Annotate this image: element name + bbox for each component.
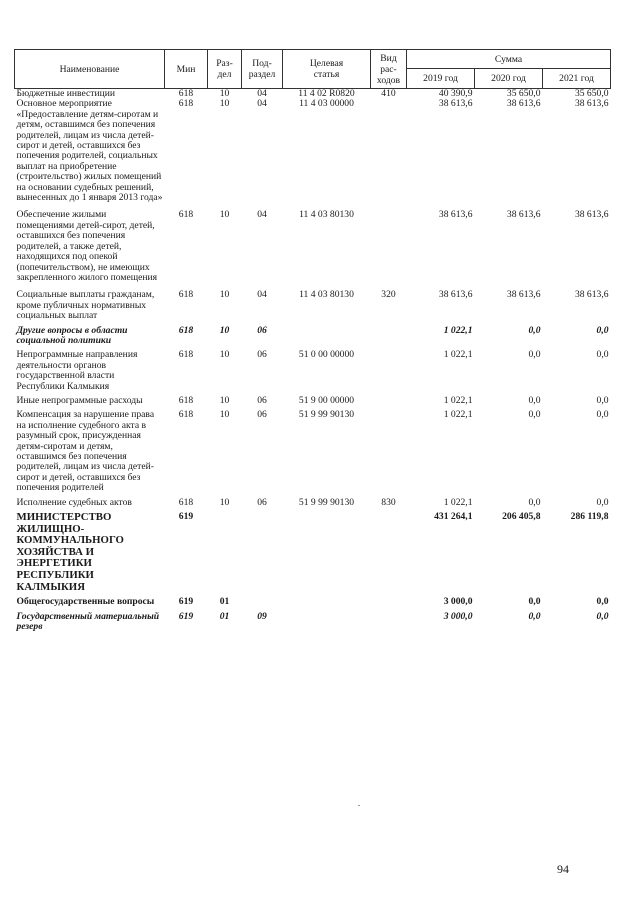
table-row <box>15 508 611 593</box>
row-min: 618 <box>165 89 208 100</box>
row-sum-2019: 3 000,0 <box>443 610 473 622</box>
row-vid: 410 <box>371 89 407 100</box>
row-sum-2021: 38 613,6 <box>574 289 609 301</box>
row-vid: 830 <box>381 496 396 508</box>
row-celevaya: 51 0 00 00000 <box>298 349 355 361</box>
row-sum-2020: 206 405,8 <box>502 511 541 523</box>
page-number: 94 <box>557 862 569 876</box>
table-row <box>15 346 611 392</box>
row-min: 618 <box>178 289 194 301</box>
row-sum-2019: 38 613,6 <box>438 209 473 221</box>
header-podrazdel-label: Под- раздел <box>248 58 276 80</box>
row-min: 618 <box>178 496 194 508</box>
row-sum-2020: 0,0 <box>528 394 541 406</box>
row-podrazdel <box>242 593 283 607</box>
row-name: Общегосударственные вопросы <box>16 596 155 608</box>
row-min: 618 <box>178 394 194 406</box>
row-podrazdel: 06 <box>257 324 267 336</box>
row-razdel: 10 <box>208 89 242 100</box>
row-podrazdel <box>242 508 283 593</box>
row-sum-2021: 0,0 <box>596 596 609 608</box>
row-podrazdel: 04 <box>257 98 267 110</box>
row-vid <box>371 203 407 283</box>
row-name: Обеспечение жилыми помещениями детей-сирот, детей, оставшихся без попечения родителей, а также детей, находящихся под опекой (попечительством), не имеющих закрепленного жилого помещения <box>16 209 158 283</box>
row-sum-2019: 3 000,0 <box>443 596 473 608</box>
row-min: 619 <box>178 596 194 608</box>
row-name: Компенсация за нарушение права на исполнение судебного акта в разумный срок, присужденная детям-сиротам и детям, оставшимся без попечения родителей, лицам из числа детей-сирот и детей, оставшихся без попечения родителей <box>16 409 155 494</box>
row-sum-2019: 1 022,1 <box>443 496 473 508</box>
row-min: 618 <box>178 209 194 221</box>
row-min: 618 <box>178 409 194 421</box>
row-sum-2021: 38 613,6 <box>574 209 609 221</box>
row-vid <box>371 322 407 347</box>
row-name: Основное мероприятие «Предоставление детям-сиротам и детям, оставшимся без попечения родителей, лицам из числа детей-сирот и детей, оставшихся без попечения родителей, социальных выплат на приобретение (строительство) жилых помещений на основании судебных решений, вынесенных до 1 января 2013 года» <box>16 98 163 204</box>
row-sum-2019: 38 613,6 <box>438 289 473 301</box>
row-min: 618 <box>178 98 194 110</box>
row-razdel: 10 <box>219 289 230 301</box>
header-celevaya-label: Целевая статья <box>309 58 344 80</box>
row-sum-2021: 0,0 <box>596 409 609 421</box>
row-podrazdel: 04 <box>257 289 267 301</box>
row-vid <box>371 346 407 392</box>
row-sum-2020: 0,0 <box>528 409 541 421</box>
row-sum-2021: 0,0 <box>596 496 609 508</box>
row-razdel: 10 <box>219 324 230 336</box>
row-sum-2020: 0,0 <box>528 496 541 508</box>
row-name: Социальные выплаты гражданам, кроме публичных нормативных социальных выплат <box>16 289 155 322</box>
row-name: Непрограммные направления деятельности органов государственной власти Республики Калмыкия <box>16 349 138 392</box>
row-min: 619 <box>178 511 194 523</box>
row-podrazdel: 06 <box>257 496 267 508</box>
row-razdel: 01 <box>219 610 230 622</box>
row-celevaya: 51 9 00 00000 <box>298 394 355 406</box>
row-name: Исполнение судебных актов <box>16 496 132 508</box>
row-min: 618 <box>178 324 194 336</box>
header-year-2021: 2021 год <box>543 69 611 89</box>
row-sum-2020: 38 613,6 <box>506 209 541 221</box>
table-row <box>15 593 611 607</box>
row-sum-2020: 0,0 <box>528 349 541 361</box>
row-sum-2020: 0,0 <box>528 324 541 336</box>
row-celevaya <box>283 322 371 347</box>
row-sum-2021: 0,0 <box>596 324 609 336</box>
row-sum-2019: 1 022,1 <box>443 324 473 336</box>
row-razdel <box>208 508 242 593</box>
row-celevaya: 11 4 02 R0820 <box>283 89 371 100</box>
row-sum-2021: 0,0 <box>596 349 609 361</box>
row-podrazdel: 04 <box>242 89 283 100</box>
header-summa: Сумма <box>407 50 611 69</box>
row-name: Другие вопросы в области социальной политики <box>16 324 128 346</box>
row-celevaya: 51 9 99 90130 <box>298 496 355 508</box>
row-podrazdel: 09 <box>257 610 267 622</box>
header-min: Мин <box>165 50 208 89</box>
row-celevaya: 11 4 03 00000 <box>299 98 354 110</box>
row-celevaya <box>283 593 371 607</box>
row-sum-2021: 286 119,8 <box>570 511 609 523</box>
row-celevaya <box>283 508 371 593</box>
table-body <box>15 89 611 633</box>
row-vid <box>371 508 407 593</box>
row-celevaya: 51 9 99 90130 <box>298 409 355 421</box>
table-row <box>15 608 611 633</box>
row-vid <box>371 99 407 203</box>
row-razdel: 10 <box>219 409 230 421</box>
row-podrazdel: 04 <box>257 209 267 221</box>
row-name: Государственный материальный резерв <box>16 610 160 632</box>
row-vid <box>371 406 407 493</box>
row-razdel: 10 <box>219 349 230 361</box>
row-sum-2020: 38 613,6 <box>506 289 541 301</box>
header-celevaya <box>283 50 371 89</box>
row-sum-2020: 0,0 <box>528 610 541 622</box>
table-header <box>15 50 611 89</box>
row-vid <box>371 392 407 406</box>
row-name: Иные непрограммные расходы <box>16 394 143 406</box>
row-sum-2019: 1 022,1 <box>443 394 473 406</box>
row-sum-2020: 0,0 <box>528 596 541 608</box>
row-vid: 320 <box>381 289 396 301</box>
row-sum-2019: 1 022,1 <box>443 349 473 361</box>
table-row <box>15 392 611 406</box>
header-vid <box>371 50 407 89</box>
row-min: 619 <box>178 610 194 622</box>
row-sum-2019: 1 022,1 <box>443 409 473 421</box>
header-podrazdel <box>242 50 283 89</box>
row-podrazdel: 06 <box>257 349 267 361</box>
row-podrazdel: 06 <box>257 394 267 406</box>
row-vid <box>371 593 407 607</box>
row-sum-2019: 431 264,1 <box>434 511 473 523</box>
header-vid-label: Вид рас- ходов <box>376 52 401 86</box>
row-sum-2021: 35 650,0 <box>543 89 611 100</box>
table-row <box>15 406 611 493</box>
row-razdel: 10 <box>219 98 230 110</box>
budget-table <box>14 49 611 632</box>
table-row <box>15 99 611 203</box>
row-sum-2021: 0,0 <box>596 610 609 622</box>
row-razdel: 10 <box>219 394 230 406</box>
row-sum-2019: 38 613,6 <box>438 98 473 110</box>
scan-mark <box>358 805 360 806</box>
row-celevaya <box>283 608 371 633</box>
row-sum-2021: 38 613,6 <box>574 98 609 110</box>
row-celevaya: 11 4 03 80130 <box>299 209 354 221</box>
row-sum-2020: 38 613,6 <box>506 98 541 110</box>
header-razdel <box>208 50 242 89</box>
row-razdel: 01 <box>219 596 230 608</box>
table-row <box>15 203 611 283</box>
row-name: Бюджетные инвестиции <box>15 89 165 100</box>
row-sum-2021: 0,0 <box>596 394 609 406</box>
header-name: Наименование <box>15 50 165 89</box>
row-podrazdel: 06 <box>257 409 267 421</box>
header-year-2019: 2019 год <box>407 69 475 89</box>
table-row <box>15 322 611 347</box>
row-razdel: 10 <box>219 209 230 221</box>
row-sum-2020: 35 650,0 <box>475 89 543 100</box>
row-sum-2019: 40 390,9 <box>407 89 475 100</box>
row-vid <box>371 608 407 633</box>
row-min: 618 <box>178 349 194 361</box>
table-row <box>15 283 611 321</box>
header-razdel-label: Раз- дел <box>216 58 233 80</box>
header-year-2020: 2020 год <box>475 69 543 89</box>
row-name: МИНИСТЕРСТВО ЖИЛИЩНО-КОММУНАЛЬНОГО ХОЗЯЙСТВА И ЭНЕРГЕТИКИ РЕСПУБЛИКИ КАЛМЫКИЯ <box>16 511 124 593</box>
row-celevaya: 11 4 03 80130 <box>299 289 354 301</box>
row-razdel: 10 <box>219 496 230 508</box>
table-row <box>15 494 611 508</box>
